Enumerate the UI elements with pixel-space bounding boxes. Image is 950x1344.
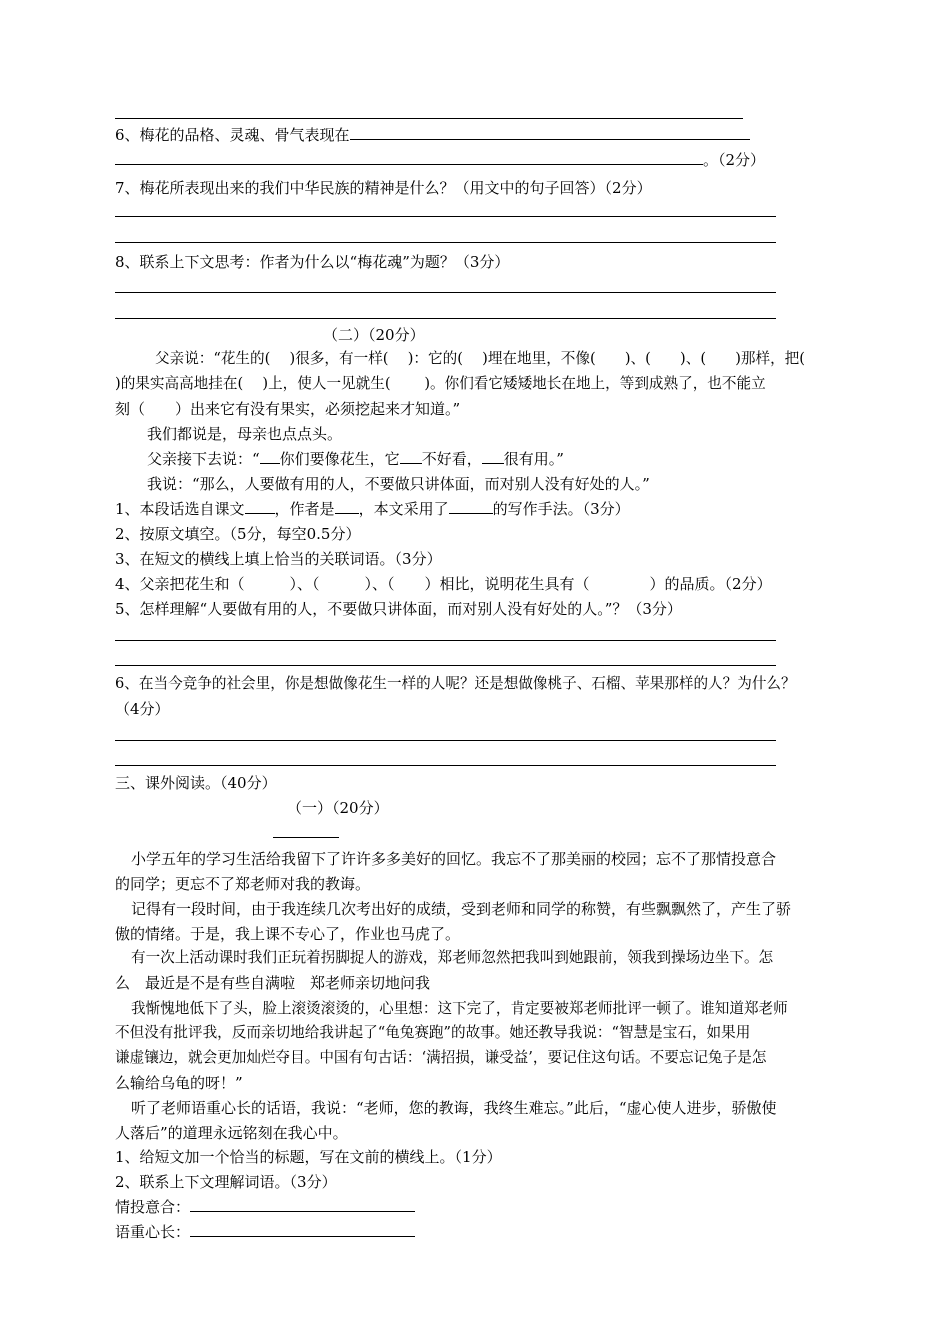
answer-blank bbox=[190, 1196, 415, 1212]
section-2-question-6-points: （4分） bbox=[115, 700, 170, 718]
answer-blank bbox=[350, 124, 750, 140]
passage-3-line: 人落后”的道理永远铭刻在我心中。 bbox=[115, 1124, 348, 1142]
answer-blank bbox=[449, 499, 493, 514]
question-6-points: 。（2分） bbox=[703, 151, 766, 169]
answer-line bbox=[115, 765, 776, 766]
section-3-question-2: 2、联系上下文理解词语。（3分） bbox=[115, 1173, 337, 1191]
passage-2-line: 我们都说是，母亲也点点头。 bbox=[147, 425, 343, 443]
passage-3-line: 么输给乌龟的呀！” bbox=[115, 1074, 243, 1092]
term-1: 情投意合： bbox=[115, 1196, 415, 1218]
section-2-question-3: 3、在短文的横线上填上恰当的关联词语。（3分） bbox=[115, 550, 442, 568]
passage-3-line: 有一次上活动课时我们正玩着拐脚捉人的游戏，郑老师忽然把我叫到她跟前，领我到操场边坐下。怎 bbox=[131, 949, 774, 966]
question-7: 7、梅花所表现出来的我们中华民族的精神是什么？（用文中的句子回答）（2分） bbox=[115, 179, 652, 197]
section-2-question-4: 4、父亲把花生和（ ）、（ ）、（ ）相比，说明花生具有（ ）的品质。（2分） bbox=[115, 575, 772, 593]
section-3-heading: 三、课外阅读。（40分） bbox=[115, 774, 277, 792]
answer-blank bbox=[260, 449, 280, 464]
answer-line bbox=[115, 318, 776, 319]
answer-blank bbox=[115, 149, 703, 165]
section-3-question-1: 1、给短文加一个恰当的标题，写在文前的横线上。（1分） bbox=[115, 1148, 502, 1166]
question-6-cont bbox=[115, 149, 765, 171]
section-2-question-1: 1、本段话选自课文 ，作者是 ，本文采用了 的写作手法。（3分） bbox=[115, 500, 630, 518]
answer-blank bbox=[400, 449, 422, 464]
section-2-question-2: 2、按原文填空。（5分，每空0.5分） bbox=[115, 525, 361, 543]
passage-3-line: 谦虚镶边，就会更加灿烂夺目。中国有句古话：‘满招损，谦受益’，要记住这句话。不要忘记兔子是怎 bbox=[115, 1049, 767, 1066]
passage-3-line: 记得有一段时间，由于我连续几次考出好的成绩，受到老师和同学的称赞，有些飘飘然了，产生了骄 bbox=[131, 900, 792, 918]
answer-blank bbox=[190, 1221, 415, 1237]
answer-blank bbox=[245, 499, 275, 514]
answer-line bbox=[115, 118, 743, 119]
question-6 bbox=[115, 124, 750, 146]
passage-2-line: 刻（ ）出来它有没有果实，必须挖起来才知道。” bbox=[115, 400, 461, 418]
passage-2-line: 我说：“那么，人要做有用的人，不要做只讲体面，而对别人没有好处的人。” bbox=[147, 475, 650, 493]
answer-line bbox=[115, 665, 776, 666]
answer-line bbox=[115, 216, 776, 217]
passage-3-line: 不但没有批评我，反而亲切地给我讲起了“龟兔赛跑”的故事。她还教导我说：“智慧是宝石，如果用 bbox=[115, 1024, 751, 1041]
answer-blank bbox=[335, 499, 359, 514]
question-6-label: 6、梅花的品格、灵魂、骨气表现在 bbox=[115, 126, 350, 144]
passage-3-line: 么 最近是不是有些自满啦 郑老师亲切地问我 bbox=[115, 974, 431, 992]
answer-blank bbox=[482, 449, 504, 464]
answer-line bbox=[115, 292, 776, 293]
term-2: 语重心长： bbox=[115, 1221, 415, 1243]
passage-3-line: 的同学；更忘不了郑老师对我的教诲。 bbox=[115, 875, 371, 893]
answer-line bbox=[115, 242, 776, 243]
passage-2-line: )的果实高高地挂在( )上，使人一见就生( )。你们看它矮矮地长在地上，等到成熟了，也不能立 bbox=[115, 375, 766, 392]
passage-3-line: 傲的情绪。于是，我上课不专心了，作业也马虎了。 bbox=[115, 925, 461, 943]
section-2-question-6: 6、在当今竞争的社会里，你是想做像花生一样的人呢？还是想做像桃子、石榴、苹果那样的人？为什么？ bbox=[115, 675, 796, 692]
title-blank bbox=[273, 837, 339, 838]
passage-2-line: 父亲接下去说：“ 你们要像花生，它 不好看， 很有用。” bbox=[147, 450, 564, 468]
passage-2-line: 父亲说：“花生的( )很多，有一样( )：它的( )埋在地里，不像( )、( )、( )那样，把( bbox=[155, 350, 805, 367]
passage-3-line: 我惭愧地低下了头，脸上滚烫滚烫的，心里想：这下完了，肯定要被郑老师批评一顿了。谁知道郑老师 bbox=[131, 1000, 788, 1017]
section-2-heading: （二）（20分） bbox=[323, 326, 425, 344]
section-3-subheading: （一）（20分） bbox=[287, 799, 389, 817]
passage-3-line: 听了老师语重心长的话语，我说：“老师，您的教诲，我终生难忘。”此后，“虚心使人进步，骄傲使 bbox=[131, 1099, 777, 1117]
answer-line bbox=[115, 640, 776, 641]
answer-line bbox=[115, 740, 776, 741]
passage-3-line: 小学五年的学习生活给我留下了许许多多美好的回忆。我忘不了那美丽的校园；忘不了那情投意合 bbox=[131, 850, 777, 868]
question-8: 8、联系上下文思考：作者为什么以“梅花魂”为题？（3分） bbox=[115, 253, 510, 271]
section-2-question-5: 5、怎样理解“人要做有用的人，不要做只讲体面，而对别人没有好处的人。”？（3分） bbox=[115, 600, 682, 618]
